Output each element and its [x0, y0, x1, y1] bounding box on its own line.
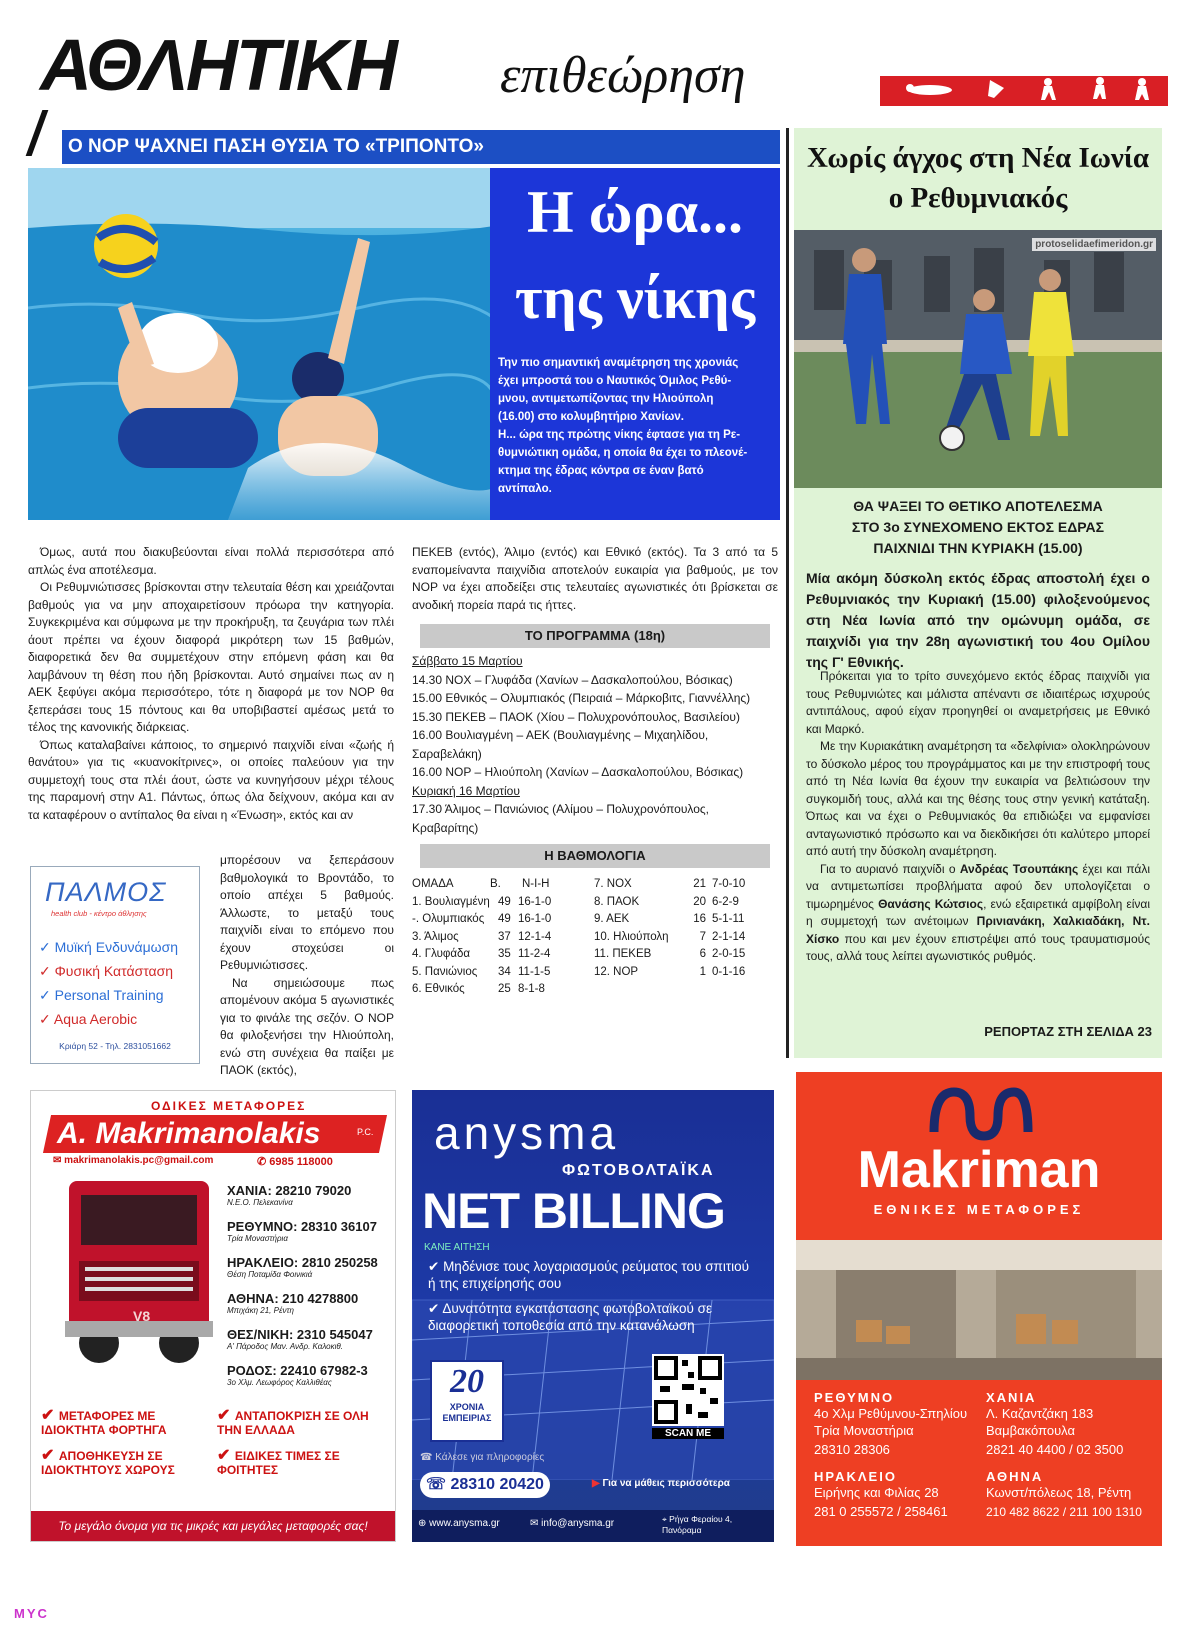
years-number: 20: [450, 1363, 484, 1400]
right-story: [794, 128, 1162, 1058]
table-row: 10. Ηλιούπολη 7 2-1-14: [594, 930, 746, 943]
branch: ΧΑΝΙΑ: 28210 79020 Ν.Ε.Ο. Πελεκανίνα: [227, 1183, 352, 1207]
paragraph: Οι Ρεθυμνιώτισσες βρίσκονται στην τελευταία θέση και χρειάζονται βαθμούς για να μην αποχαιρετίσουν πρόωρα την κατηγορία. Συγκεκριμένα και σύμφωνα με την προκήρυξη, τα ζευγάρια των πλέι άουτ πρέπει να έχουν διαφορά μικρότερη των 15 βαθμών, διαφορετικά δεν θα συμμετέχουν στην επόμενη φάση και θα λαμβάνουν τη θέση που ήδη βρίσκονται. Αυτό σημαίνει πως αν η ΑΕΚ ξεφύγει ακόμα περισσότερο, τότε η διαφορά με τον ΝΟΡ θα ξεπεράσει τους 15 πόντους και θα υποβιβαστεί αμέσως μετά το τέλος της κανονικής διάρκειας.: [28, 580, 394, 734]
masthead-title: ΑΘΛΗΤΙΚΗ: [40, 26, 396, 106]
branch: ΡΟΔΟΣ: 22410 67982-3 3ο Χλμ. Λεωφόρος Καλλιθέας: [227, 1363, 368, 1387]
lead-line: θυμνιώτικη ομάδα, η οποία θα έχει το πλεονέ-: [498, 447, 748, 459]
ad-brand-suffix: P.C.: [357, 1127, 374, 1137]
main-headline-line2: της νίκης: [514, 265, 756, 331]
right-footer: ΡΕΠΟΡΤΑΖ ΣΤΗ ΣΕΛΙΔΑ 23: [984, 1024, 1152, 1039]
palmos-ad[interactable]: [30, 866, 200, 1064]
lead-line: αντίπαλο.: [498, 483, 552, 495]
anysma-cta: ΚΑΝΕ ΑΙΤΗΣΗ: [424, 1242, 490, 1253]
makriman-brand: Makriman: [857, 1141, 1101, 1199]
right-subhead: [794, 496, 1162, 559]
main-headline-line1: Η ώρα...: [526, 179, 744, 245]
schedule-list: [412, 652, 782, 837]
lead-line: έχει μπροστά του ο Ναυτικός Όμιλος Ρεθύ-: [498, 375, 732, 387]
print-mark: MYC: [14, 1606, 49, 1621]
schedule-game: 15.30 ΠΕΚΕΒ – ΠΑΟΚ (Χίου – Πολυχρονόπουλος, Βασιλείου): [412, 709, 740, 724]
anysma-address: ⌖ Ρήγα Φεραίου 4, Πανόραμα: [662, 1514, 733, 1535]
palmos-address: Κριάρη 52 - Τηλ. 2831051662: [59, 1041, 171, 1051]
player-name: Θανάσης Κώτσιος: [878, 896, 984, 911]
paragraph: Όμως, αυτά που διακυβεύονται είναι πολλά περισσότερα από απλώς ένα αποτέλεσμα.: [28, 545, 394, 577]
city-label: ΗΡΑΚΛΕΙΟ: [814, 1469, 897, 1484]
check-circle-icon: ✔: [41, 1447, 59, 1464]
city-label: ΡΕΘΥΜΝΟ: [814, 1390, 895, 1405]
lead-line: (16.00) στο κολυμβητήριο Χανίων.: [498, 411, 684, 423]
table-row: 11. ΠΕΚΕΒ 6 2-0-15: [594, 948, 746, 960]
anysma-youtube[interactable]: ▶ Για να μάθεις περισσότερα: [592, 1478, 730, 1489]
ad-phone: ✆ 6985 118000: [257, 1156, 333, 1168]
qr-code[interactable]: [652, 1354, 724, 1426]
palmos-list: [39, 935, 199, 1031]
anysma-phone[interactable]: ☏ 28310 20420: [420, 1472, 550, 1498]
scan-me-label: SCAN ME: [652, 1428, 724, 1439]
branch: ΘΕΣ/ΝΙΚΗ: 2310 545047 Α' Πάροδος Μαν. Ανδρ. Καλοκιθ.: [227, 1327, 373, 1351]
paragraph: Όπως καταλαβαίνει κάποιος, το σημερινό παιχνίδι είναι «ζωής ή θανάτου» για τις «κυανοκίτρινες», οι οποίες παλεύουν για την συμμετοχή τους στα πλέι άουτ, ώστε να κυνηγήσουν μέχρι τέλους της παραμονή στην Α1. Πάντως, όπως όλα δείχνουν, ακόμα και αν τα καταφέρουν ο αντίπαλος θα είναι η «Ένωση», εκτός και αν: [28, 737, 394, 822]
table-row: 8. ΠΑΟΚ 20 6-2-9: [594, 895, 739, 908]
right-headline-line2: ο Ρεθυμνιακός: [888, 182, 1068, 214]
years-badge: [430, 1360, 504, 1442]
branch: ΑΘΗΝΑ: 210 4278800 Μπιχάκη 21, Ρέντη: [227, 1291, 359, 1315]
paragraph: Να σημειώσουμε πως απομένουν ακόμα 5 αγωνιστικές για το φινάλε της σεζόν. Ο ΝΟΡ θα φιλοξενήσει την Ηλιούπολη, ενώ στη συνέχεια θα παίξει με ΠΑΟΚ (εκτός),: [220, 975, 394, 1077]
main-body-col2: [412, 544, 778, 614]
mail-icon: ✉: [530, 1518, 542, 1529]
lead-line: Η... ώρα της πρώτης νίκης έφτασε για τη Ρε-: [498, 429, 741, 441]
standings-right: [594, 876, 774, 981]
anysma-brand: anysma: [434, 1107, 620, 1159]
subhead-line: ΠΑΙΧΝΙΔΙ ΤΗΝ ΚΥΡΙΑΚΗ (15.00): [873, 540, 1083, 556]
paragraph: Με την Κυριακάτικη αναμέτρηση τα «δελφίνια» ολοκληρώνουν το δύσκολο μέρος του προγράμματος και με την επιστροφή τους από τη Νέα Ιωνία θα έχουν την ευκαιρία να βελτιώσουν την συγκομιδή τους, αλλά και της θέσης τους στην γενική κατάταξη. Όπως και να έχει ο Ρεθυμνιακός θα επιδιώξει να εμφανίσει ανταγωνιστικό πρόσωπο και να διεκδικήσει ότι καλύτερο μπορεί από αυτή την δύσκολη αναμέτρηση.: [806, 739, 1150, 858]
makriman-tagline: ΕΘΝΙΚΕΣ ΜΕΤΑΦΟΡΕΣ: [873, 1202, 1085, 1217]
athletes-silhouette-icon: [880, 76, 1168, 106]
paragraph: Πρόκειται για το τρίτο συνεχόμενο εκτός έδρας παιχνίδι για τους Ρεθυμνιώτες και μάλιστα απέναντι σε ιδιαιτέρως ισχυρούς αντιπάλους, αφού είχαν προηγηθεί οι αναμετρήσεις με Εθνικό και Μαρκό.: [806, 669, 1150, 736]
anysma-call-label: ☎ Κάλεσε για πληροφορίες: [420, 1452, 545, 1463]
lead-line: κτημα της έδρας κόντρα σε έναν βατό: [498, 465, 704, 477]
check-circle-icon: ✔: [428, 1259, 444, 1274]
table-row: -. Ολυμπιακός 49 16-1-0: [412, 913, 552, 925]
phone-icon: ☏: [426, 1476, 451, 1493]
check-icon: ✓: [39, 963, 55, 979]
players-names: Πρινιανάκη, Χαλκιαδάκη, Ντ. Χίσκο: [806, 914, 1150, 946]
palmos-brand: ΠΑΛΜΟΣ: [45, 877, 167, 907]
anysma-headline: NET BILLING: [422, 1183, 725, 1239]
subhead-line: ΣΤΟ 3ο ΣΥΝΕΧΟΜΕΝΟ ΕΚΤΟΣ ΕΔΡΑΣ: [851, 519, 1105, 535]
water-polo-photo: [28, 168, 494, 520]
lead-line: Την πιο σημαντική αναμέτρηση της χρονιάς: [498, 357, 739, 369]
photo-watermark: protoselidaefimeridon.gr: [1032, 238, 1156, 251]
makrimanolakis-ad[interactable]: [30, 1090, 396, 1542]
palmos-item: ✓ Aqua Aerobic: [39, 1011, 138, 1027]
service-item: ✔ ΑΠΟΘΗΚΕΥΣΗ ΣΕ ΙΔΙΟΚΤΗΤΟΥΣ ΧΩΡΟΥΣ: [41, 1447, 175, 1477]
globe-icon: ⊕: [418, 1518, 430, 1529]
table-row: 9. ΑΕΚ 16 5-1-11: [594, 913, 745, 925]
youtube-icon: ▶: [592, 1478, 603, 1489]
mail-icon: ✉: [53, 1155, 65, 1166]
schedule-game: 17.30 Άλιμος – Πανιώνιος (Αλίμου – Πολυχρονόπουλος,: [412, 802, 709, 816]
paragraph: μπορέσουν να ξεπεράσουν βαθμολογικά το Βροντάδο, το οποίο απέχει 5 βαθμούς. Άλλωστε, το μεταξύ τους παιχνίδι είναι το επόμενο που έχουν στοχεύσει οι Ρεθυμνιώτισσες.: [220, 853, 394, 972]
check-circle-icon: ✔: [428, 1301, 443, 1316]
masthead-red-bar: [880, 76, 1168, 106]
palmos-tagline: health club - κέντρο άθλησης: [51, 909, 147, 918]
standings-title: Η ΒΑΘΜΟΛΟΓΙΑ: [420, 844, 770, 868]
makriman-right: ΧΑΝΙΑ Λ. Καζαντζάκη 183 Βαμβακόπουλα 2821 40 4400 / 02 3500 ΑΘΗΝΑ Κωνστ/πόλεως 18, Ρέντη 210 482 8622 / 211 100 1310: [986, 1390, 1156, 1523]
right-story-headline: [794, 138, 1162, 218]
anysma-point: ✔ Δυνατότητα εγκατάστασης φωτοβολταϊκού σε διαφορετική τοποθεσία από την κατανάλωση: [428, 1301, 712, 1333]
makriman-logo-icon: [924, 1082, 1034, 1142]
paragraph: ΠΕΚΕΒ (εντός), Άλιμο (εντός) και Εθνικό (εκτός). Τα 3 από τα 5 εναπομείναντα παιχνίδια αποτελούν ευκαιρία για βαθμούς, με τον ΝΟΡ να έχει αποδείξει στις τελευταίες αγωνιστικές ότι βρίσκεται σε ανοδική πορεία παρά τις ήττες.: [412, 545, 778, 612]
anysma-subbrand: ΦΩΤΟΒΟΛΤΑΪΚΑ: [562, 1162, 715, 1179]
check-circle-icon: ✔: [41, 1407, 59, 1424]
phone-icon: ☎: [420, 1452, 436, 1463]
right-body: [806, 668, 1150, 966]
service-item: ✔ ΕΙΔΙΚΕΣ ΤΙΜΕΣ ΣΕ ΦΟΙΤΗΤΕΣ: [217, 1447, 340, 1477]
anysma-ad[interactable]: [412, 1090, 774, 1542]
paragraph: Για το αυριανό παιχνίδι ο Ανδρέας Τσουπάκης έχει και πάλι να αντιμετωπίσει προβλήματα αφού δεν υπολογίζεται ο τιμωρημένος Θανάσης Κώτσιος, ενώ εξαιρετικά αμφίβολη είναι η συμμετοχή των ανέτοιμων Πρινιανάκη, Χαλκιαδάκη, Ντ. Χίσκο που και μεν έχουν επιστρέψει από τους τραυματισμούς τους, αλλά τους λείπει αγωνιστικός ρυθμός.: [806, 861, 1151, 963]
ad-brand: A. Makrimanolakis: [57, 1117, 321, 1150]
coach-name: Ανδρέας Τσουπάκης: [959, 861, 1079, 876]
makriman-left: ΡΕΘΥΜΝΟ 4ο Χλμ Ρεθύμνου-Σπηλίου Τρία Μοναστήρια 28310 28306 ΗΡΑΚΛΕΙΟ Ειρήνης και Φιλίας 28 281 0 255572 / 258461: [814, 1390, 974, 1523]
table-row: ΟΜΑΔΑ Β. Ν-Ι-Η: [412, 878, 550, 890]
qr-code-icon: [652, 1354, 724, 1426]
standings-left: [412, 876, 602, 999]
ad-email: ✉ makrimanolakis.pc@gmail.com: [53, 1155, 214, 1166]
check-circle-icon: ✔: [217, 1407, 235, 1424]
table-row: 12. ΝΟΡ 1 0-1-16: [594, 965, 746, 978]
service-item: ✔ ΜΕΤΑΦΟΡΕΣ ΜΕ ΙΔΙΟΚΤΗΤΑ ΦΟΡΤΗΓΑ: [41, 1407, 167, 1437]
schedule-title: ΤΟ ΠΡΟΓΡΑΜΜΑ (18η): [420, 624, 770, 648]
table-row: 4. Γλυφάδα 35 11-2-4: [412, 948, 551, 960]
column-divider: [786, 128, 789, 1058]
check-icon: ✓: [39, 939, 55, 955]
anysma-point: ✔ Μηδένισε τους λογαριασμούς ρεύματος του σπιτιού ή της επιχείρησής σου: [428, 1259, 750, 1291]
main-story-headline-box: [490, 168, 780, 520]
city-label: ΑΘΗΝΑ: [986, 1469, 1044, 1484]
palmos-item: ✓ Personal Training: [39, 987, 164, 1003]
main-body-col1: [28, 544, 394, 824]
schedule-game: 16.00 Βουλιαγμένη – ΑΕΚ (Βουλιαγμένης – Μιχαηλίδου,: [412, 728, 709, 742]
right-headline-line1: Χωρίς άγχος στη Νέα Ιωνία: [806, 142, 1150, 174]
schedule-game: 14.30 ΝΟΧ – Γλυφάδα (Χανίων – Δασκαλοπούλου, Βόσικας): [412, 672, 733, 687]
main-story-kicker: Ο ΝΟΡ ΨΑΧΝΕΙ ΠΑΣΗ ΘΥΣΙΑ ΤΟ «ΤΡΙΠΟΝΤΟ»: [62, 130, 780, 164]
main-body-col1-wrap: [220, 852, 394, 1080]
check-icon: ✓: [39, 987, 55, 1003]
lead-line: μνου, αντιμετωπίζοντας την Ηλιούπολη: [498, 393, 714, 405]
table-row: 5. Πανιώνιος 34 11-1-5: [412, 965, 551, 978]
schedule-game: Σαραβελάκη): [412, 746, 482, 761]
branch: ΡΕΘΥΜΝΟ: 28310 36107 Τρία Μοναστήρια: [227, 1219, 377, 1243]
service-item: ✔ ΑΝΤΑΠΟΚΡΙΣΗ ΣΕ ΟΛΗ ΤΗΝ ΕΛΛΑΔΑ: [217, 1407, 369, 1437]
truck-logo-text: V8: [133, 1308, 151, 1324]
check-icon: ✓: [39, 1011, 54, 1027]
ad-header: ΟΔΙΚΕΣ ΜΕΤΑΦΟΡΕΣ: [151, 1099, 307, 1113]
table-row: 1. Βουλιαγμένη 49 16-1-0: [412, 895, 552, 908]
main-story-lead: [498, 354, 772, 498]
ad-slogan: Το μεγάλο όνομα για τις μικρές και μεγάλες μεταφορές σας!: [31, 1511, 395, 1541]
palmos-item: ✓ Φυσική Κατάσταση: [39, 963, 174, 979]
table-row: 6. Εθνικός 25 8-1-8: [412, 983, 545, 995]
masthead-subtitle: επιθεώρηση: [500, 47, 746, 104]
schedule-game: 16.00 ΝΟΡ – Ηλιούπολη (Χανίων – Δασκαλοπούλου, Βόσικας): [412, 765, 744, 779]
schedule-day: Σάββατο 15 Μαρτίου: [412, 654, 523, 668]
warehouse-photo: [796, 1240, 1162, 1380]
truck-illustration: [39, 1171, 223, 1381]
schedule-game: Κραβαρίτης): [412, 820, 479, 835]
anysma-mail[interactable]: ✉ info@anysma.gr: [530, 1518, 615, 1529]
city-label: ΧΑΝΙΑ: [986, 1390, 1037, 1405]
table-row: 7. ΝΟΧ 21 7-0-10: [594, 878, 746, 890]
subhead-line: ΘΑ ΨΑΞΕΙ ΤΟ ΘΕΤΙΚΟ ΑΠΟΤΕΛΕΣΜΑ: [853, 498, 1103, 514]
schedule-day: Κυριακή 16 Μαρτίου: [412, 783, 520, 798]
anysma-points: [428, 1258, 758, 1334]
anysma-web[interactable]: ⊕ www.anysma.gr: [418, 1518, 500, 1529]
years-label: ΧΡΟΝΙΑ ΕΜΠΕΙΡΙΑΣ: [442, 1402, 492, 1423]
water-polo-illustration: [28, 168, 494, 520]
football-photo: [794, 230, 1162, 488]
schedule-game: 15.00 Εθνικός – Ολυμπιακός (Πειραιά – Μάρκοβιτς, Γιαννέλλης): [412, 691, 751, 705]
check-circle-icon: ✔: [217, 1447, 235, 1464]
palmos-item: ✓ Μυϊκή Ενδυνάμωση: [39, 939, 179, 955]
phone-icon: ✆: [257, 1156, 270, 1168]
football-illustration: [794, 230, 1162, 488]
location-icon: ⌖: [662, 1514, 670, 1524]
table-row: 3. Άλιμος 37 12-1-4: [412, 930, 552, 943]
makriman-ad[interactable]: [796, 1072, 1162, 1546]
branches-list: [227, 1183, 395, 1399]
branch: ΗΡΑΚΛΕΙΟ: 2810 250258 Θέση Ποταμίδα Φοινικιά: [227, 1255, 378, 1279]
right-lead: Μία ακόμη δύσκολη εκτός έδρας αποστολή έχει ο Ρεθυμνιακός την Κυριακή (15.00) φιλοξενούμενος στη Νέα Ιωνία από την ομώνυμη ομάδα, σε παιχνίδι για την 28η αγωνιστική του 4ου Ομίλου της Γ' Εθνικής.: [806, 570, 1150, 670]
